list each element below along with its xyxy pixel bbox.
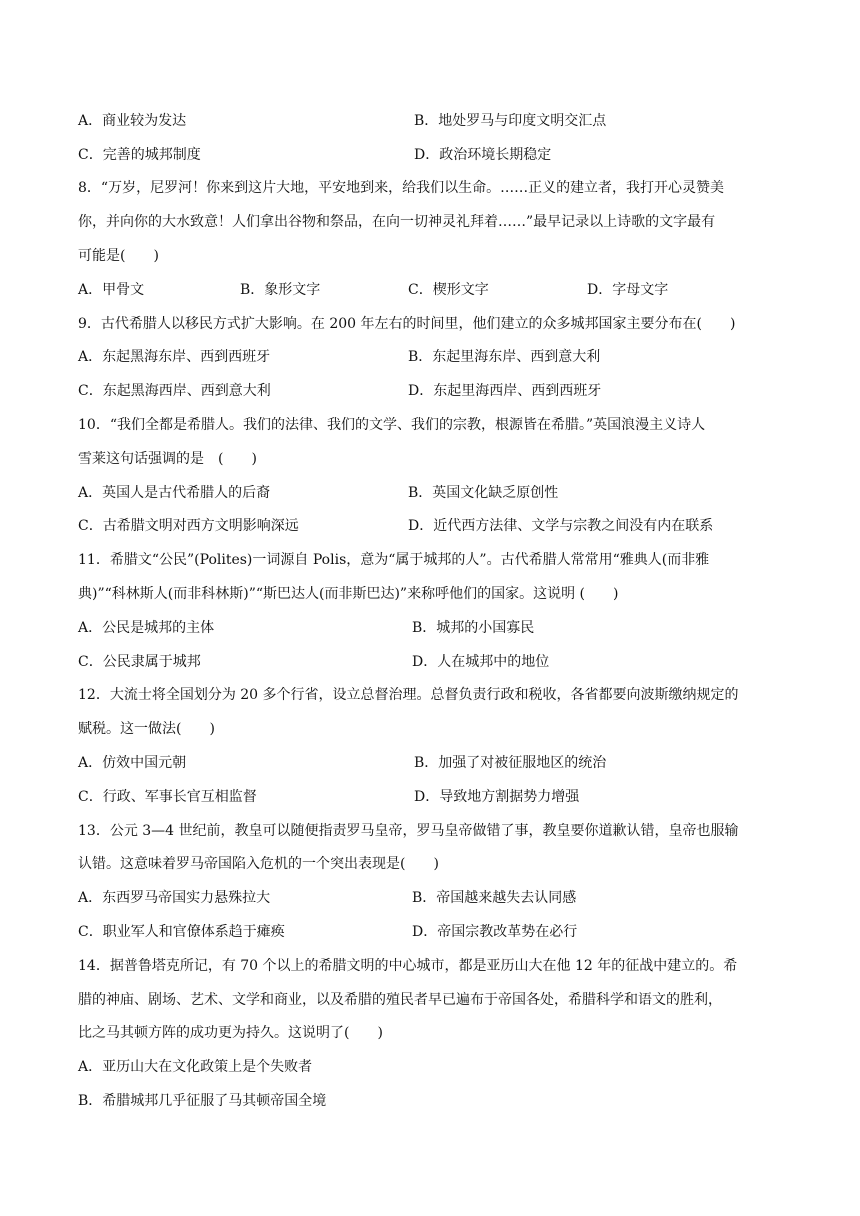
- q7-option-d: D．政治环境长期稳定: [414, 147, 552, 163]
- q9-option-a: A．东起黑海东岸、西到西班牙: [78, 349, 271, 365]
- q12-options-row-2: [78, 787, 798, 807]
- q12-stem-line-2: 赋税。这一做法( ): [78, 721, 215, 737]
- q7-options-row-2: [78, 145, 798, 165]
- q8-option-d: D．字母文字: [587, 282, 669, 298]
- q12-options-row-1: [78, 753, 798, 773]
- q11-stem-line-1: 11．希腊文“公民”(Polites)一词源自 Polis，意为“属于城邦的人”。古代希腊人常常用“雅典人(而非雅: [78, 552, 710, 568]
- q13-option-a: A．东西罗马帝国实力悬殊拉大: [78, 890, 271, 906]
- q10-option-a: A．英国人是古代希腊人的后裔: [78, 485, 271, 501]
- q8-options-row: [78, 280, 798, 300]
- q13-options-row-1: [78, 888, 798, 908]
- q11-stem-line-2: 典)”“科林斯人(而非科林斯)”“斯巴达人(而非斯巴达)”来称呼他们的国家。这说明 ( ): [78, 586, 619, 602]
- q11-option-d: D．人在城邦中的地位: [412, 654, 550, 670]
- q14-option-a: A．亚历山大在文化政策上是个失败者: [78, 1059, 313, 1075]
- q12-option-b: B．加强了对被征服地区的统治: [414, 755, 607, 771]
- q9-option-c: C．东起黑海西岸、西到意大利: [78, 383, 271, 399]
- q11-option-c: C．公民隶属于城邦: [78, 654, 201, 670]
- q7-option-b: B．地处罗马与印度文明交汇点: [414, 113, 607, 129]
- q10-stem-line-1: 10．“我们全都是希腊人。我们的法律、我们的文学、我们的宗教，根源皆在希腊。”英国浪漫主义诗人: [78, 417, 706, 433]
- q10-option-b: B．英国文化缺乏原创性: [408, 485, 559, 501]
- q13-option-b: B．帝国越来越失去认同感: [412, 890, 577, 906]
- q9-options-row-2: [78, 381, 798, 401]
- q13-stem-line-2: 认错。这意味着罗马帝国陷入危机的一个突出表现是( ): [78, 856, 439, 872]
- q9-option-d: D．东起里海西岸、西到西班牙: [408, 383, 602, 399]
- q11-option-b: B．城邦的小国寡民: [412, 620, 535, 636]
- q7-option-a: A．商业较为发达: [78, 113, 187, 129]
- q11-option-a: A．公民是城邦的主体: [78, 620, 215, 636]
- q12-option-d: D．导致地方割据势力增强: [414, 789, 580, 805]
- q10-option-c: C．古希腊文明对西方文明影响深远: [78, 518, 299, 534]
- q7-options-row-1: [78, 111, 798, 131]
- q12-option-c: C．行政、军事长官互相监督: [78, 789, 257, 805]
- q13-stem-line-1: 13．公元 3—4 世纪前，教皇可以随便指责罗马皇帝，罗马皇帝做错了事，教皇要你道歉认错，皇帝也服输: [78, 823, 739, 839]
- q10-option-d: D．近代西方法律、文学与宗教之间没有内在联系: [408, 518, 714, 534]
- q9-option-b: B．东起里海东岸、西到意大利: [408, 349, 601, 365]
- q11-options-row-1: [78, 618, 798, 638]
- q8-stem-line-2: 你，并向你的大水致意！人们拿出谷物和祭品，在向一切神灵礼拜着……”最早记录以上诗歌的文字最有: [78, 214, 716, 230]
- q12-stem-line-1: 12．大流士将全国划分为 20 多个行省，设立总督治理。总督负责行政和税收，各省都要向波斯缴纳规定的: [78, 687, 739, 703]
- q10-options-row-2: [78, 516, 798, 536]
- q9-options-row-1: [78, 347, 798, 367]
- q14-stem-line-3: 比之马其顿方阵的成功更为持久。这说明了( ): [78, 1025, 383, 1041]
- q7-option-c: C．完善的城邦制度: [78, 147, 201, 163]
- q14-stem-line-2: 腊的神庙、剧场、艺术、文学和商业，以及希腊的殖民者早已遍布于帝国各处，希腊科学和语文的胜利，: [78, 992, 722, 1008]
- q11-options-row-2: [78, 652, 798, 672]
- q9-stem-line-1: 9．古代希腊人以移民方式扩大影响。在 200 年左右的时间里，他们建立的众多城邦国家主要分布在( ): [78, 316, 736, 332]
- q13-option-c: C．职业军人和官僚体系趋于瘫痪: [78, 924, 285, 940]
- q8-stem-line-1: 8．“万岁，尼罗河！你来到这片大地，平安地到来，给我们以生命。……正义的建立者，我打开心灵赞美: [78, 180, 725, 196]
- q13-option-d: D．帝国宗教改革势在必行: [412, 924, 578, 940]
- q14-option-b: B．希腊城邦几乎征服了马其顿帝国全境: [78, 1093, 327, 1109]
- q12-option-a: A．仿效中国元朝: [78, 755, 187, 771]
- q8-stem-line-3: 可能是( ): [78, 248, 159, 264]
- q8-option-c: C．楔形文字: [408, 282, 489, 298]
- q10-options-row-1: [78, 483, 798, 503]
- q10-stem-line-2: 雪莱这句话强调的是 ( ): [78, 451, 257, 467]
- q13-options-row-2: [78, 922, 798, 942]
- q8-option-b: B．象形文字: [240, 282, 321, 298]
- q14-stem-line-1: 14．据普鲁塔克所记，有 70 个以上的希腊文明的中心城市，都是亚历山大在他 12 年的征战中建立的。希: [78, 958, 738, 974]
- q8-option-a: A．甲骨文: [78, 282, 145, 298]
